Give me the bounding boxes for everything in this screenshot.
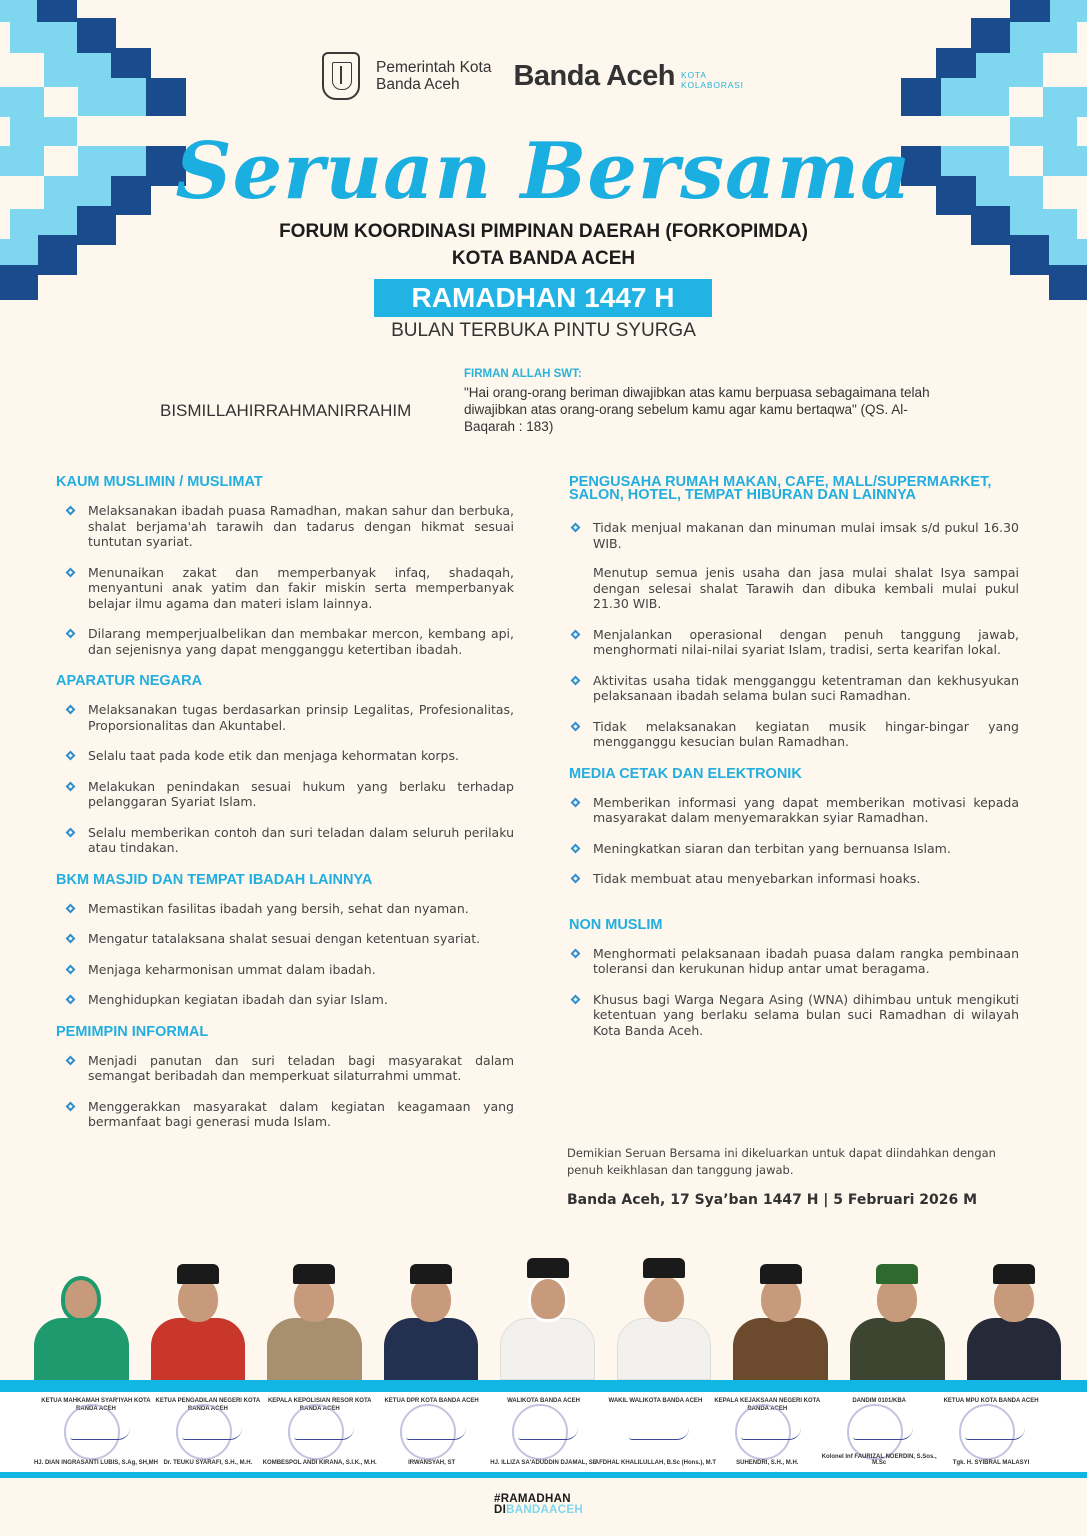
diamond-bullet-icon (569, 674, 583, 688)
section-title: NON MUSLIM (569, 916, 663, 933)
diamond-bullet-icon (64, 703, 78, 717)
diamond-bullet-icon (569, 993, 583, 1007)
ramadhan-banner: RAMADHAN 1447 H (374, 279, 712, 317)
divider-bar (0, 1472, 1087, 1478)
tagline: BULAN TERBUKA PINTU SYURGA (391, 320, 696, 341)
official-photo (258, 1258, 371, 1380)
header-logos (322, 52, 744, 100)
government-name: Pemerintah Kota Banda Aceh (376, 59, 492, 93)
list-item: Mengatur tatalaksana shalat sesuai dengan ketentuan syariat. (56, 931, 514, 947)
diamond-bullet-icon (569, 872, 583, 886)
signature-block: WAKIL WALIKOTA BANDA ACEH AFDHAL KHALILULLAH, B.Sc (Hons.), M.T (594, 1398, 716, 1466)
diamond-bullet-icon (64, 780, 78, 794)
section-title: PEMIMPIN INFORMAL (56, 1023, 209, 1040)
brand-name: Banda Aceh (513, 59, 675, 92)
page-title: Seruan Bersama (175, 126, 912, 217)
city-crest-icon (322, 52, 360, 100)
section-title: BKM MASJID DAN TEMPAT IBADAH LAINNYA (56, 871, 373, 888)
signature-icon (70, 1428, 130, 1440)
signature-icon (853, 1428, 913, 1440)
list-item: Menggerakkan masyarakat dalam kegiatan keagamaan yang bermanfaat bagi generasi muda Islam. (56, 1099, 514, 1130)
section-title: MEDIA CETAK DAN ELEKTRONIK (569, 765, 802, 782)
quran-verse (464, 368, 934, 435)
diamond-bullet-icon (64, 749, 78, 763)
diamond-bullet-icon (569, 628, 583, 642)
list-item: Melakukan penindakan sesuai hukum yang berlaku terhadap pelanggaran Syariat Islam. (56, 779, 514, 810)
diamond-bullet-icon (569, 720, 583, 734)
list-item: Memberikan informasi yang dapat memberikan motivasi kepada masyarakat dalam menyemarakkan syiar Ramadhan. (569, 795, 1019, 826)
diamond-bullet-icon (64, 826, 78, 840)
issue-date: Banda Aceh, 17 Sya’ban 1447 H | 5 Februari 2026 M (567, 1192, 978, 1208)
list-item: Menunaikan zakat dan memperbanyak infaq, shadaqah, menyantuni anak yatim dan fakir miskin serta memperbanyak belajar ilmu agama dan materi islam lainnya. (56, 565, 514, 612)
diamond-bullet-icon (64, 504, 78, 518)
diamond-bullet-icon (64, 566, 78, 580)
signature-icon (406, 1428, 466, 1440)
closing-statement (567, 1145, 1027, 1208)
section-media (569, 765, 1019, 887)
official-photo (491, 1258, 604, 1380)
list-item: Tidak menjual makanan dan minuman mulai imsak s/d pukul 16.30 WIB. Menutup semua jenis usaha dan jasa mulai shalat Isya sampai dengan selesai shalat Tarawih dan dibuka kembali mulai pukul 21.30 WIB. (569, 520, 1019, 612)
list-item: Melaksanakan ibadah puasa Ramadhan, makan sahur dan berbuka, shalat berjama'ah tarawih dan tadarus dengan hikmat sesuai tuntutan syariat. (56, 503, 514, 550)
list-item: Memastikan fasilitas ibadah yang bersih, sehat dan nyaman. (56, 901, 514, 917)
divider-bar (0, 1380, 1087, 1392)
signature-block: KETUA MPU KOTA BANDA ACEH Tgk. H. SYIBRAL MALASYI (943, 1398, 1039, 1466)
list-item: Menjalankan operasional dengan penuh tanggung jawab, menghormati nilai-nilai syariat Islam, tradisi, serta kearifan lokal. (569, 627, 1019, 658)
list-item: Meningkatkan siaran dan terbitan yang bernuansa Islam. (569, 841, 1019, 857)
official-photo (375, 1258, 488, 1380)
section-bkm-masjid (56, 871, 514, 1008)
diamond-bullet-icon (569, 521, 583, 535)
signature-icon (629, 1428, 689, 1440)
diamond-bullet-icon (64, 963, 78, 977)
signature-icon (741, 1428, 801, 1440)
diamond-bullet-icon (569, 947, 583, 961)
right-column (569, 476, 1019, 1056)
signature-icon (294, 1428, 354, 1440)
list-item: Aktivitas usaha tidak mengganggu ketentraman dan kekhusyukan pelaksanaan ibadah selama bulan suci Ramadhan. (569, 673, 1019, 704)
verse-label: FIRMAN ALLAH SWT: (464, 368, 582, 380)
diamond-bullet-icon (569, 842, 583, 856)
list-item: Menghormati pelaksanaan ibadah puasa dalam rangka pembinaan toleransi dan kerukunan hidup antar umat beragama. (569, 946, 1019, 977)
signature-block: KEPALA KEJAKSAAN NEGERI KOTA BANDA ACEH SUHENDRI, S.H., M.H. (714, 1398, 821, 1466)
list-item: Selalu memberikan contoh dan suri teladan dalam seluruh perilaku atau tindakan. (56, 825, 514, 856)
official-photo (608, 1258, 721, 1380)
diamond-bullet-icon (64, 1054, 78, 1068)
list-item: Dilarang memperjualbelikan dan membakar mercon, kembang api, dan sejenisnya yang dapat mengganggu ketertiban ibadah. (56, 626, 514, 657)
signature-icon (965, 1428, 1025, 1440)
section-aparatur-negara (56, 675, 514, 856)
list-item: Tidak membuat atau menyebarkan informasi hoaks. (569, 871, 1019, 887)
signature-block: KETUA MAHKAMAH SYAR'IYAH KOTA BANDA ACEH HJ. DIAN INGRASANTI LUBIS, S.Ag, SH,MH (33, 1398, 158, 1466)
diamond-bullet-icon (64, 627, 78, 641)
signature-icon (182, 1428, 242, 1440)
hashtag: #RAMADHAN DIBANDAACEH (494, 1493, 583, 1516)
list-item: Selalu taat pada kode etik dan menjaga kehormatan korps. (56, 748, 514, 764)
section-pemimpin-informal (56, 1023, 514, 1130)
section-title: KAUM MUSLIMIN / MUSLIMAT (56, 474, 263, 490)
signature-block: DANDIM 0101/KBA Kolonel Inf FAURIZAL NOERDIN, S.Sos., M.Sc (821, 1398, 937, 1466)
official-photo (142, 1258, 255, 1380)
diamond-bullet-icon (64, 902, 78, 916)
signature-icon (518, 1428, 578, 1440)
official-photo (25, 1258, 138, 1380)
city-brand-logo (513, 60, 743, 93)
list-item: Melaksanakan tugas berdasarkan prinsip Legalitas, Profesionalitas, Proporsionalitas dan Akuntabel. (56, 702, 514, 733)
signature-strip (0, 1392, 1087, 1472)
section-title: APARATUR NEGARA (56, 673, 203, 689)
diamond-bullet-icon (569, 796, 583, 810)
section-pengusaha (569, 476, 1019, 750)
official-photo (841, 1258, 954, 1380)
officials-photo-row (25, 1255, 1070, 1380)
list-item: Menghidupkan kegiatan ibadah dan syiar Islam. (56, 992, 514, 1008)
signature-block: WALIKOTA BANDA ACEH HJ. ILLIZA SA'ADUDDIN DJAMAL, SE (490, 1398, 597, 1466)
official-photo (724, 1258, 837, 1380)
list-item: Menjaga keharmonisan ummat dalam ibadah. (56, 962, 514, 978)
closing-text: Demikian Seruan Bersama ini dikeluarkan untuk dapat diindahkan dengan penuh keikhlasan dan tanggung jawab. (567, 1146, 996, 1177)
verse-text: "Hai orang-orang beriman diwajibkan atas kamu berpuasa sebagaimana telah diwajibkan atas orang-orang sebelum kamu agar kamu bertaqwa" (QS. Al-Baqarah : 183) (464, 385, 930, 434)
signature-block: KEPALA KEPOLISIAN RESOR KOTA BANDA ACEH KOMBESPOL ANDI KIRANA, S.I.K., M.H. (262, 1398, 377, 1466)
section-title: PENGUSAHA RUMAH MAKAN, CAFE, MALL/SUPERMARKET, SALON, HOTEL, TEMPAT HIBURAN DAN LAINNYA (569, 474, 992, 503)
diamond-bullet-icon (64, 932, 78, 946)
section-non-muslim (569, 916, 1019, 1039)
list-item: Khusus bagi Warga Negara Asing (WNA) dihimbau untuk mengikuti ketentuan yang berlaku selama bulan suci Ramadhan di wilayah Kota Banda Aceh. (569, 992, 1019, 1039)
bismillah-text: BISMILLAHIRRAHMANIRRAHIM (160, 401, 412, 420)
official-photo (958, 1258, 1071, 1380)
list-item: Menjadi panutan dan suri teladan bagi masyarakat dalam semangat beribadah dan memperkuat silaturrahmi ummat. (56, 1053, 514, 1084)
signature-block: KETUA PENGADILAN NEGERI KOTA BANDA ACEH Dr. TEUKU SYARAFI, S.H., M.H. (155, 1398, 261, 1466)
signature-block: KETUA DPR KOTA BANDA ACEH IRWANSYAH, ST (384, 1398, 479, 1466)
forum-subtitle: FORUM KOORDINASI PIMPINAN DAERAH (FORKOPIMDA) KOTA BANDA ACEH (279, 221, 808, 269)
section-kaum-muslimin (56, 476, 514, 657)
diamond-bullet-icon (64, 1100, 78, 1114)
list-item: Tidak melaksanakan kegiatan musik hingar-bingar yang mengganggu kesucian bulan Ramadhan. (569, 719, 1019, 750)
left-column (56, 476, 514, 1148)
diamond-bullet-icon (64, 993, 78, 1007)
brand-tagline: KOTA KOLABORASI (681, 70, 744, 90)
